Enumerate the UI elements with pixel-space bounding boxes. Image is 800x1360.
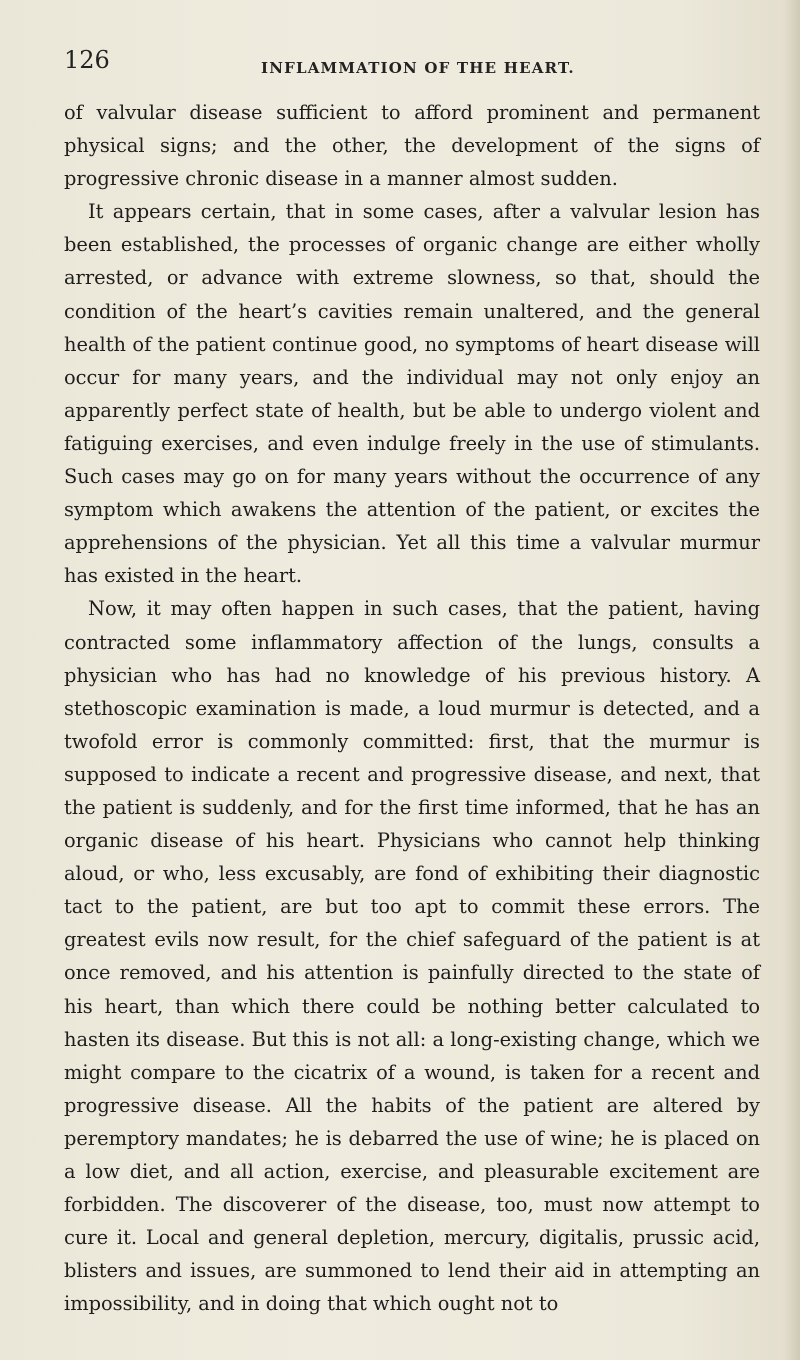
page-header [64,46,764,82]
paragraph-continuation: of valvular disease sufficient to afford prominent and permanent physical signs; and the other, the development of the signs of progressive chronic disease in a manner almost sudden. [64,101,760,191]
paragraph-stethoscopic-error: Now, it may often happen in such cases, that the patient, having contracted some inflammatory affection of the lungs, consults a physician who has had no knowledge of his previous history. A stethoscopic examination is made, a loud murmur is detected, and a twofold error is commonly committed: first, that the murmur is supposed to indicate a recent and progressive disease, and next, that the patient is suddenly, and for the first time informed, that he has an organic disease of his heart. Physicians who cannot help thinking aloud, or who, less excusably, are fond of exhibiting their diagnostic tact to the patient, are but too apt to commit these errors. The greatest evils now result, for the chief safeguard of the patient is at once removed, and his attention is painfully directed to the state of his heart, than which there could be nothing better calculated to hasten its disease. But this is not all: a long-existing change, which we might compare to the cicatrix of a wound, is taken for a recent and progressive disease. All the habits of the patient are altered by peremptory mandates; he is debarred the use of wine; he is placed on a low diet, and all action, exercise, and pleasurable excitement are forbidden. The discoverer of the disease, too, must now attempt to cure it. Local and general depletion, mercury, digitalis, prussic acid, blisters and issues, are summoned to lend their aid in attempting an impossibility, and in doing that which ought not to [64,597,760,1316]
running-head: INFLAMMATION OF THE HEART. [261,59,575,77]
page-edge-shadow [784,0,800,1360]
body-text [64,96,760,1320]
paragraph-valvular-lesion: It appears certain, that in some cases, after a valvular lesion has been established, the processes of organic change are either wholly arrested, or advance with extreme slowness, so that, should the condition of the heart’s cavities remain unaltered, and the general health of the patient continue good, no symptoms of heart disease will occur for many years, and the individual may not only enjoy an apparently perfect state of health, but be able to undergo violent and fatiguing exercises, and even indulge freely in the use of stimulants. Such cases may go on for many years without the occurrence of any symptom which awakens the attention of the patient, or excites the apprehensions of the physician. Yet all this time a valvular murmur has existed in the heart. [64,200,760,588]
page-number: 126 [64,46,110,74]
